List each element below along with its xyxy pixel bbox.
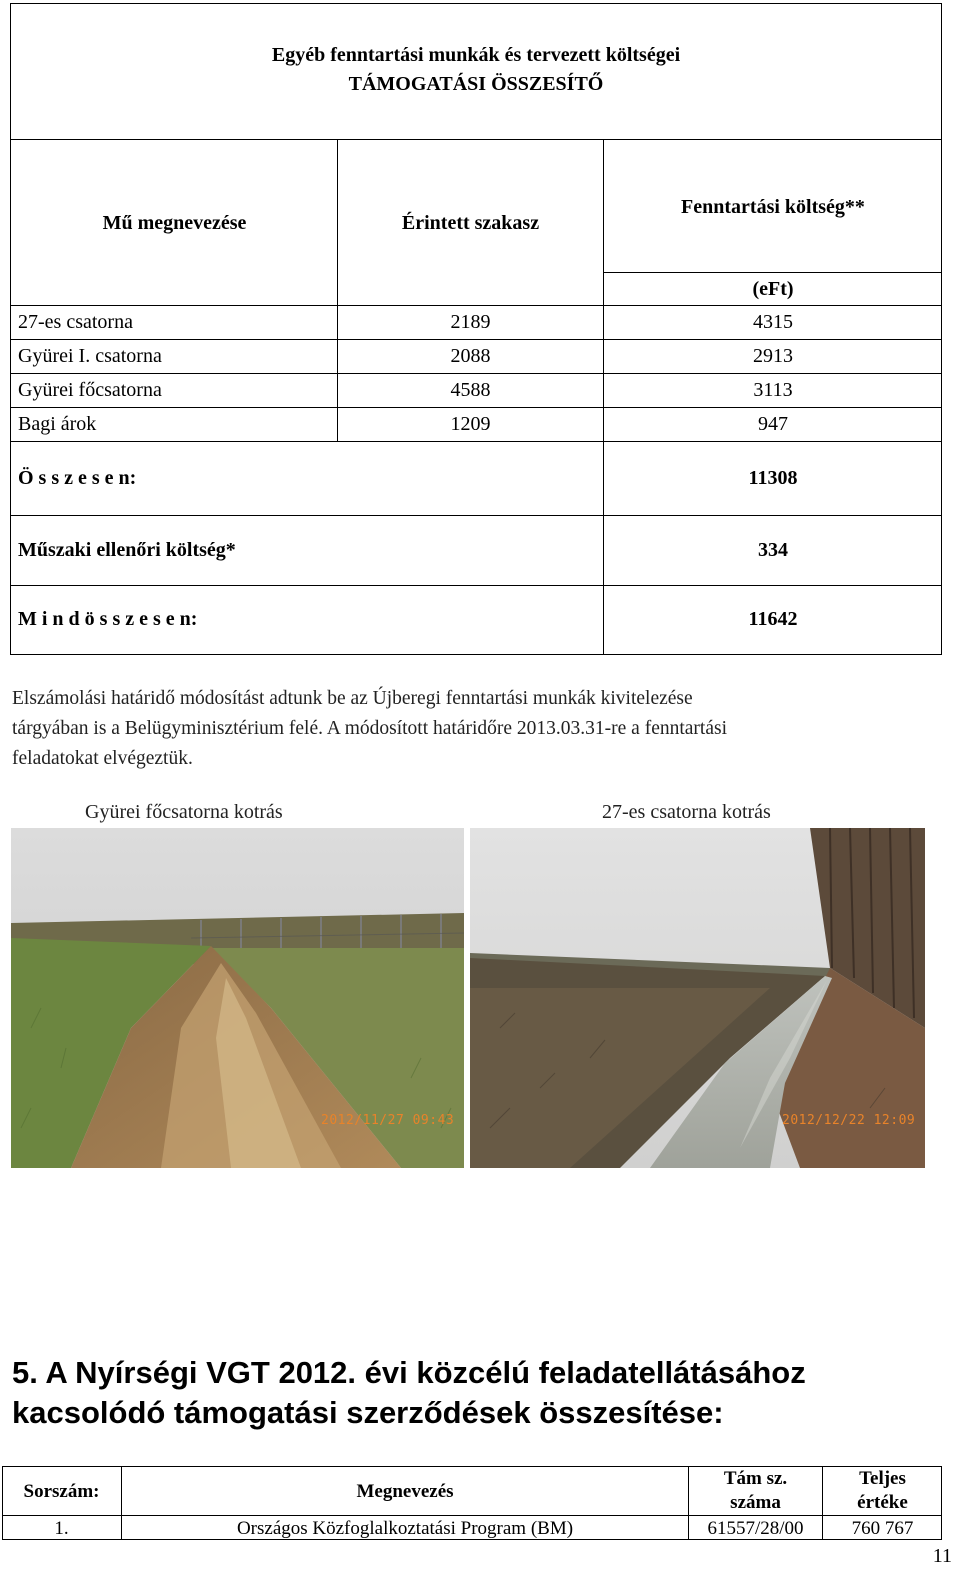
row-cost: 947 <box>758 413 788 435</box>
table-row-value: 760 767 <box>851 1518 914 1539</box>
total-label: Ö s s z e s e n: <box>18 467 137 489</box>
table-divider <box>10 585 942 586</box>
row-name: Gyürei I. csatorna <box>18 345 162 367</box>
row-cost: 3113 <box>753 379 793 401</box>
header-unit: (eFt) <box>752 278 794 300</box>
note-paragraph <box>12 684 947 774</box>
photo-timestamp: 2012/12/22 12:09 <box>782 1113 916 1128</box>
grand-total-label: M i n d ö s s z e s e n: <box>18 608 198 630</box>
photo-27es-csatorna <box>470 828 925 1168</box>
header-contract: Tám sz. <box>723 1468 788 1489</box>
row-cost: 4315 <box>753 311 793 333</box>
table-row-contract: 61557/28/00 <box>707 1518 804 1539</box>
row-cost: 2913 <box>753 345 793 367</box>
table-divider <box>10 305 942 306</box>
section-heading: 5. A Nyírségi VGT 2012. évi közcélú feladatellátásához <box>12 1355 806 1390</box>
table-divider <box>10 407 942 408</box>
row-section: 2189 <box>450 311 491 333</box>
photo-caption-right: 27-es csatorna kotrás <box>602 801 771 823</box>
row-name: Bagi árok <box>18 413 97 435</box>
row-name: Gyürei főcsatorna <box>18 379 162 401</box>
table-divider <box>10 139 942 140</box>
table-divider <box>2 1515 942 1516</box>
header-contract: száma <box>730 1492 781 1513</box>
table-row-name: Országos Közfoglalkoztatási Program (BM) <box>236 1518 574 1539</box>
header-section: Érintett szakasz <box>401 212 540 234</box>
header-name: Megnevezés <box>356 1481 454 1502</box>
note-line: tárgyában is a Belügyminisztérium felé. A módosított határidőre 2013.03.31-re a fenntartási <box>12 718 727 739</box>
header-no: Sorszám: <box>23 1481 100 1502</box>
table-divider <box>10 339 942 340</box>
photo-caption-left: Gyürei főcsatorna kotrás <box>85 801 283 823</box>
inspection-label: Műszaki ellenőri költség* <box>18 539 236 561</box>
table-divider <box>10 441 942 442</box>
summary-subtitle: TÁMOGATÁSI ÖSSZESÍTŐ <box>348 73 604 95</box>
table-divider <box>10 515 942 516</box>
page-number: 11 <box>932 1545 952 1567</box>
row-section: 4588 <box>450 379 491 401</box>
header-cost: Fenntartási költség** <box>681 196 865 218</box>
total-value: 11308 <box>748 467 798 489</box>
inspection-value: 334 <box>758 539 788 561</box>
grand-total-value: 11642 <box>748 608 798 630</box>
note-line: feladatokat elvégeztük. <box>12 748 193 769</box>
table-row-no: 1. <box>54 1518 69 1539</box>
header-value: értéke <box>857 1492 908 1513</box>
row-section: 2088 <box>450 345 491 367</box>
row-name: 27-es csatorna <box>18 311 133 333</box>
table-divider <box>10 373 942 374</box>
row-section: 1209 <box>450 413 491 435</box>
photo-gyurei-focsatorna <box>11 828 464 1168</box>
table-divider <box>603 272 942 273</box>
note-line: Elszámolási határidő módosítást adtunk be az Újberegi fenntartási munkák kivitelezése <box>12 688 693 709</box>
section-heading: kacsolódó támogatási szerződések összesítése: <box>12 1395 724 1430</box>
header-value: Teljes <box>859 1468 906 1489</box>
summary-title: Egyéb fenntartási munkák és tervezett költségei <box>271 44 681 66</box>
header-name: Mű megnevezése <box>102 212 247 234</box>
photo-timestamp: 2012/11/27 09:43 <box>321 1113 455 1128</box>
